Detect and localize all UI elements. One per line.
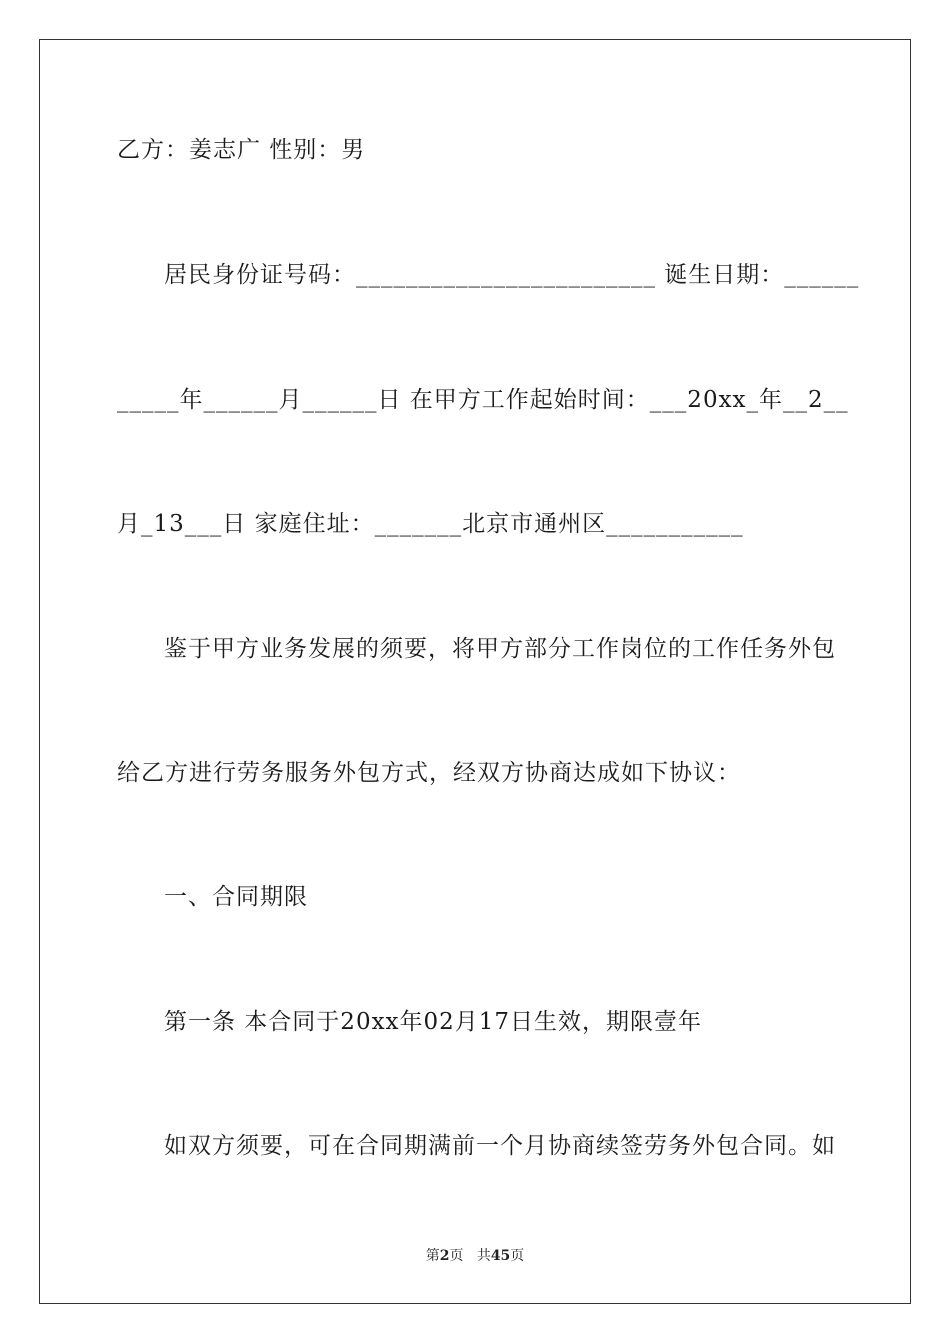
total-prefix: 共 — [476, 1248, 491, 1264]
page-prefix: 第 — [425, 1248, 440, 1264]
total-suffix: 页 — [510, 1248, 525, 1264]
page-number: 2 — [439, 1248, 450, 1264]
address-line: 月_13___日 家庭住址：_______北京市通州区___________ — [117, 511, 744, 537]
renewal-line: 如双方须要，可在合同期满前一个月协商续签劳务外包合同。如 — [164, 1133, 836, 1159]
total-pages: 45 — [490, 1248, 511, 1264]
page-frame — [39, 39, 911, 1304]
preamble-line-1: 鉴于甲方业务发展的须要，将甲方部分工作岗位的工作任务外包 — [164, 636, 836, 662]
page-suffix: 页 — [449, 1248, 464, 1264]
party-b-line: 乙方：姜志广 性别：男 — [117, 137, 366, 163]
id-number-line: 居民身份证号码：________________________ 诞生日期：______ — [164, 262, 860, 288]
preamble-line-2: 给乙方进行劳务服务外包方式，经双方协商达成如下协议： — [117, 760, 741, 786]
article-one-line: 第一条 本合同于20xx年02月17日生效，期限壹年 — [164, 1009, 703, 1035]
page-footer — [0, 1247, 950, 1265]
birth-date-line: _____年______月______日 在甲方工作起始时间：___20xx_年__2__ — [117, 387, 849, 413]
section-heading: 一、合同期限 — [164, 884, 308, 910]
